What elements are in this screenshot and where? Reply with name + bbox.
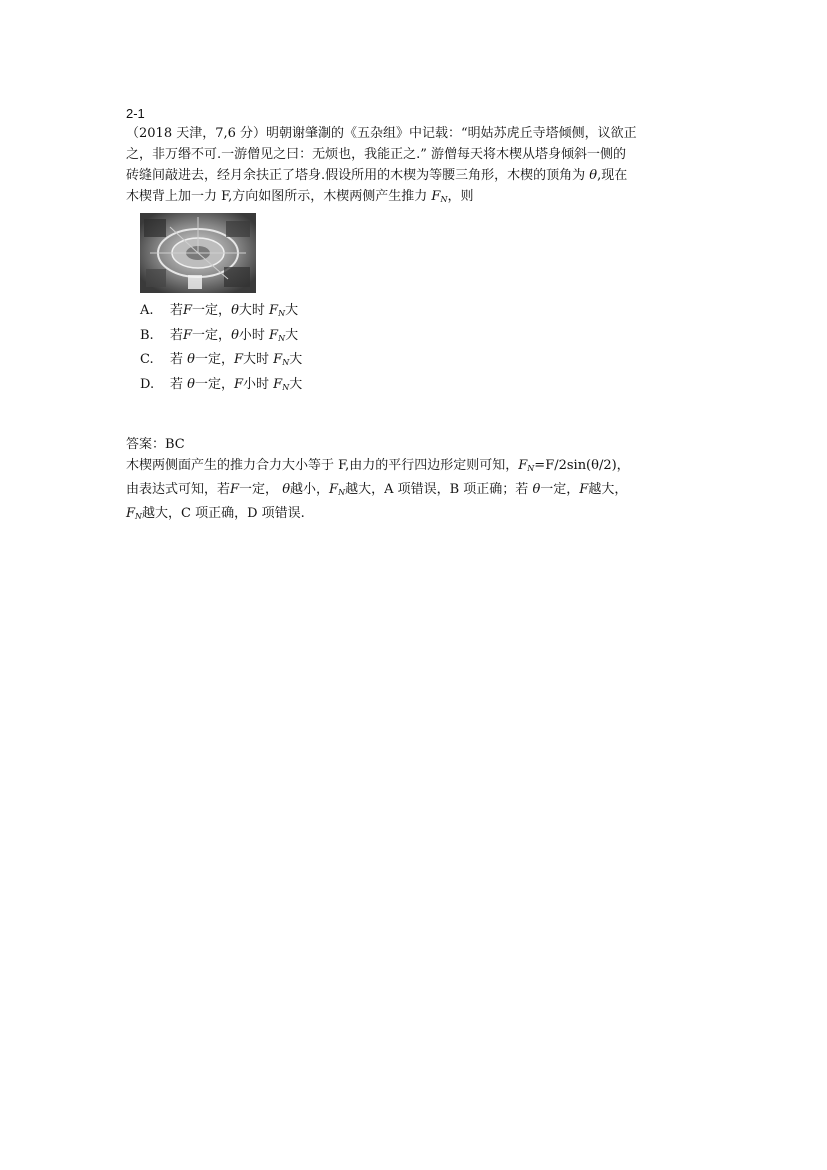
force-symbol: F (579, 482, 589, 497)
explanation-text: 木楔两侧面产生的推力合力大小等于 F,由力的平行四边形定则可知， (126, 458, 519, 473)
option-text: 大 (289, 352, 303, 367)
explanation-text: 越小， (290, 482, 330, 497)
question-line-1: （2018 天津，7,6 分）明朝谢肇淛的《五杂组》中记载：“明姑苏虎丘寺塔倾侧，议欲正 (126, 126, 637, 141)
option-text: 大 (285, 303, 299, 318)
option-var-1: F (183, 327, 193, 343)
option-var-2: F (233, 352, 244, 367)
options-list (140, 300, 706, 398)
question-line-4-text: 木楔背上加一力 F,方向如图所示，木楔两侧产生推力 (126, 189, 428, 204)
option-text: 若 (170, 376, 188, 392)
force-subscript: N (440, 195, 448, 204)
force-symbol: F (126, 506, 136, 521)
option-var-2: F (233, 376, 244, 392)
option-b[interactable] (140, 325, 706, 350)
option-text: 大时 (243, 352, 270, 367)
explanation-text: 一定， (239, 482, 279, 497)
force-symbol: F (431, 189, 441, 204)
option-text: 一定， (192, 327, 232, 343)
option-text: 大 (285, 327, 299, 343)
option-text: 若 (170, 303, 184, 318)
force-symbol: F (230, 482, 240, 497)
explanation-text: 一定， (540, 482, 580, 497)
question-number: 2-1 (126, 106, 145, 121)
explanation-text: 越大， (588, 482, 628, 497)
question-line-4 (126, 186, 706, 210)
option-text: 小时 (238, 327, 265, 343)
option-a[interactable] (140, 300, 706, 325)
option-text: 若 (170, 352, 188, 367)
explanation-line-1 (126, 455, 706, 479)
option-text: 一定， (192, 303, 232, 318)
option-var-2: θ (231, 327, 239, 343)
explanation-text: =F/2sin(θ/2)， (534, 458, 630, 473)
force-subscript: N (527, 464, 535, 473)
option-var-1: θ (187, 376, 195, 392)
force-subscript: N (278, 309, 286, 318)
option-c[interactable] (140, 349, 706, 374)
option-text: 一定， (194, 376, 234, 392)
option-text: 小时 (243, 376, 270, 392)
option-text: 大 (289, 376, 303, 392)
explanation-line-3 (126, 503, 706, 527)
question-line-2: 之，非万缗不可.一游僧见之曰：无烦也，我能正之.” 游僧每天将木楔从塔身倾斜一侧的 (126, 147, 627, 162)
force-symbol: F (269, 327, 279, 343)
option-d[interactable] (140, 374, 706, 399)
theta-symbol: θ (589, 168, 598, 183)
option-letter: C. (140, 352, 154, 367)
explanation-text: 越大，C 项正确，D 项错误. (142, 506, 305, 521)
option-var-1: θ (187, 352, 195, 367)
explanation-line-2 (126, 479, 706, 503)
question-line-3 (126, 165, 706, 186)
option-text: 大时 (238, 303, 265, 318)
option-text: 若 (170, 327, 184, 343)
force-subscript: N (338, 488, 346, 497)
force-symbol: F (273, 352, 283, 367)
answer-label: 答案：BC (126, 437, 185, 452)
question-figure (140, 213, 256, 293)
option-letter: D. (140, 376, 155, 392)
temple-photo-image (140, 213, 256, 293)
theta-symbol: θ (282, 482, 291, 497)
option-var-2: θ (231, 303, 239, 318)
force-subscript: N (278, 333, 286, 343)
question-line-4-end: ，则 (447, 189, 474, 204)
force-symbol: F (269, 303, 279, 318)
document-page (126, 104, 706, 527)
option-var-1: F (183, 303, 193, 318)
force-subscript: N (135, 512, 143, 521)
explanation-text: 越大，A 项错误，B 项正确；若 (345, 482, 529, 497)
theta-symbol: θ (532, 482, 541, 497)
option-text: 一定， (194, 352, 234, 367)
force-symbol: F (329, 482, 339, 497)
question-line-3-end: ,现在 (597, 168, 628, 183)
option-letter: B. (140, 327, 154, 343)
option-letter: A. (140, 303, 154, 318)
explanation-text: 由表达式可知，若 (126, 482, 231, 497)
question-line-3-text: 砖缝间敲进去，经月余扶正了塔身.假设所用的木楔为等腰三角形，木楔的顶角为 (126, 168, 586, 183)
force-symbol: F (273, 376, 283, 392)
force-subscript: N (282, 358, 290, 367)
force-subscript: N (282, 382, 290, 392)
force-symbol: F (518, 458, 528, 473)
